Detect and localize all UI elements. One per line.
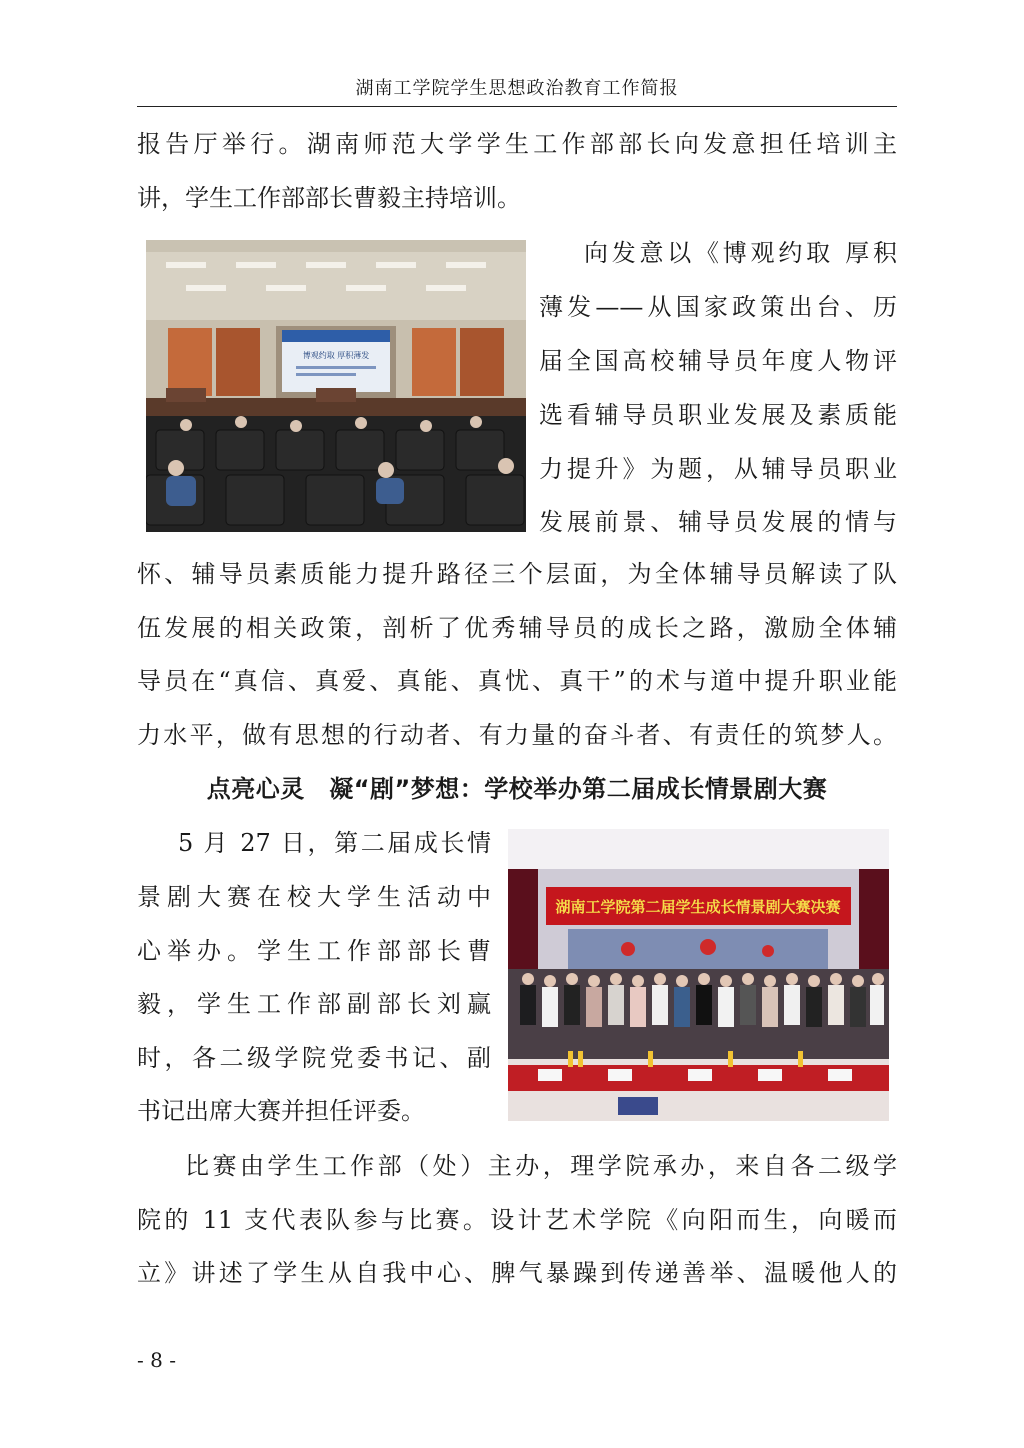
text-line: 讲，学生工作部部长曹毅主持培训。: [137, 184, 521, 212]
banner-text: 湖南工学院第二届学生成长情景剧大赛决赛: [555, 898, 841, 916]
text-line: 力水平，做有思想的行动者、有力量的奋斗者、有责任的筑梦人。: [137, 721, 897, 749]
text-line: 伍发展的相关政策，剖析了优秀辅导员的成长之路，激励全体辅: [137, 614, 897, 642]
text-line: 导员在“真信、真爱、真能、真忧、真干”的术与道中提升职业能: [137, 667, 897, 695]
text-line: 怀、辅导员素质能力提升路径三个层面，为全体辅导员解读了队: [137, 560, 897, 588]
text-line: 比赛由学生工作部（处）主办，理学院承办，来自各二级学: [185, 1152, 897, 1180]
text-line: 5 月 27 日，第二届成长情: [178, 829, 491, 857]
text-line: 书记出席大赛并担任评委。: [137, 1097, 425, 1125]
text-line: 立》讲述了学生从自我中心、脾气暴躁到传递善举、温暖他人的: [137, 1259, 897, 1287]
text-line: 院的 11 支代表队参与比赛。设计艺术学院《向阳而生，向暖而: [137, 1206, 897, 1234]
text-line: 力提升》为题，从辅导员职业: [539, 455, 897, 483]
contest-group-photo: [508, 829, 889, 1121]
screen-text: 博观约取 厚积薄发: [302, 351, 370, 360]
text-line: 景剧大赛在校大学生活动中: [137, 883, 491, 911]
page-header: 湖南工学院学生思想政治教育工作简报: [137, 72, 897, 107]
training-hall-photo: [146, 240, 526, 532]
text-line: 向发意以《博观约取 厚积: [584, 239, 897, 267]
text-line: 届全国高校辅导员年度人物评: [539, 347, 897, 375]
text-line: 毅，学生工作部副部长刘赢: [137, 990, 491, 1018]
page-number: - 8 -: [137, 1348, 176, 1372]
text-line: 时，各二级学院党委书记、副: [137, 1044, 491, 1072]
text-line: 发展前景、辅导员发展的情与: [539, 508, 897, 536]
text-line: 薄发——从国家政策出台、历: [539, 293, 897, 321]
text-line: 选看辅导员职业发展及素质能: [539, 401, 897, 429]
text-line: 心举办。学生工作部部长曹: [137, 937, 491, 965]
section-title: 点亮心灵 凝“剧”梦想：学校举办第二届成长情景剧大赛: [206, 775, 828, 803]
text-line: 报告厅举行。湖南师范大学学生工作部部长向发意担任培训主: [137, 130, 897, 158]
